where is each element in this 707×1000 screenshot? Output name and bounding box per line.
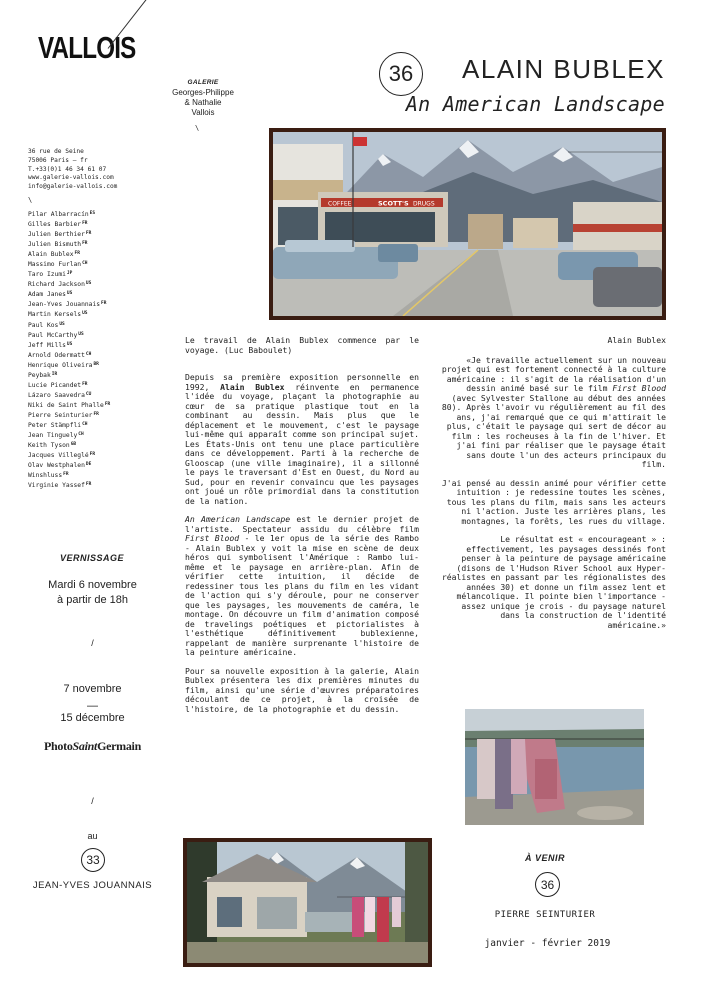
artist-country-code: FR <box>74 251 80 257</box>
artist-list-name: Arnold Odermatt <box>28 351 85 359</box>
artist-country-code: CH <box>82 261 88 267</box>
artist-country-code: FR <box>93 411 99 417</box>
artist-country-code: FR <box>63 472 69 478</box>
artist-list-name: Martin Kersels <box>28 311 82 319</box>
artist-country-code: GB <box>70 442 77 448</box>
date-dash: — <box>87 700 98 712</box>
drugs-sign: DRUGS <box>413 200 435 208</box>
exhibition-number-36: 36 <box>379 52 423 96</box>
quote-text-a: «Je travaille actuellement sur un nouveau projet qui est fortement connecté à la culture américaine : il s'agit de la réalisation d'un dessin animé basé sur le film <box>441 354 666 393</box>
artist-name: ALAIN BUBLEX <box>462 54 665 84</box>
artist-country-code: FR <box>82 241 88 247</box>
artist-list-item <box>28 460 110 470</box>
artist-list-item <box>28 299 110 309</box>
artist-list-name: Massimo Furlan <box>28 261 82 269</box>
photo-saint-germain-logo <box>20 739 165 754</box>
artist-list-item <box>28 480 110 490</box>
project-title-italic: An American Landscape <box>185 514 291 524</box>
artist-list-item <box>28 279 110 289</box>
artist-list-item <box>28 320 110 330</box>
quote-paragraph-1 <box>437 356 666 470</box>
street-landscape-illustration <box>273 132 662 316</box>
artist-list-item <box>28 330 110 340</box>
artist-country-code: US <box>78 331 84 337</box>
date-start: 7 novembre <box>63 683 122 695</box>
artist-country-code: FR <box>82 221 88 227</box>
artist-list-name: Julien Berthier <box>28 231 85 239</box>
exhibition-title: An American Landscape <box>405 92 665 116</box>
artist-list-item <box>28 450 110 460</box>
artist-list-item <box>28 309 110 319</box>
artist-list-item <box>28 259 110 269</box>
upcoming-number: 36 <box>535 872 560 897</box>
artist-list-name: Gilles Barbier <box>28 221 82 229</box>
gallery-label: GALERIE <box>187 79 219 86</box>
quote-film-italic: First Blood <box>612 383 666 393</box>
artist-list-name: Paul Kos <box>28 321 59 329</box>
artist-list-name: Richard Jackson <box>28 281 85 289</box>
date-end: 15 décembre <box>60 712 125 724</box>
artist-list-name: Adam Janes <box>28 291 66 299</box>
address-phone: T.+33(0)1 46 34 61 07 <box>28 165 107 173</box>
artist-list-name: Pierre Seinturier <box>28 411 93 419</box>
artist-list-name: Niki de Saint Phalle <box>28 401 104 409</box>
artist-country-code: ES <box>89 211 96 216</box>
gallery-block <box>148 78 258 118</box>
address-email[interactable]: info@galerie-vallois.com <box>28 183 118 191</box>
artist-list-name: Jean Tinguely <box>28 432 78 440</box>
gallery-slash: \ <box>195 124 200 132</box>
quote-text-b: (avec Sylvester Stallone au début des années 80). Après l'avoir vu régulièrement au fil des ans, j'ai remarqué que ce qui m'attirait le plus, c'était le paysage qui sert de décor au film : les rocheuses à la fin de l'hiver. Et j'ai fini par réaliser que le paysage était sans doute l'un des acteurs principaux du film. <box>441 392 666 469</box>
slash-divider: / <box>91 638 94 648</box>
artist-country-code: FR <box>85 231 92 237</box>
slash-divider: / <box>91 796 94 806</box>
artist-list-item <box>28 249 110 259</box>
artist-list-name: Lázaro Saavedra <box>28 391 85 399</box>
intro-paragraph: Le travail de Alain Bublex commence par le voyage. (Luc Baboulet) <box>185 335 419 355</box>
artist-list-item <box>28 209 110 219</box>
artist-country-code: CH <box>85 351 92 357</box>
upcoming-dates: janvier - février 2019 <box>484 938 611 949</box>
project-paragraph <box>185 515 419 658</box>
psg-photo: Photo <box>44 739 73 753</box>
artist-country-code: CH <box>78 432 84 438</box>
artists-list <box>28 209 110 490</box>
artist-list-item <box>28 229 110 239</box>
artist-country-code: US <box>66 341 73 347</box>
artist-country-code: DE <box>85 462 92 468</box>
address-slash: \ <box>28 196 33 204</box>
artist-list-item <box>28 430 110 440</box>
text-column-right <box>437 336 666 630</box>
artist-country-code: US <box>85 281 92 287</box>
artist-country-code: US <box>59 321 65 327</box>
artist-list-item <box>28 470 110 480</box>
artist-list-name: Taro Izumi <box>28 271 66 279</box>
quote-paragraph-3: Le résultat est « encourageant » : effectivement, les paysages dessinés font penser à la peinture de paysage américaine (disons de l'Hudson River School aux Hyper-réalistes en passant par les régionalistes des années 30) et donne un film assez lent et mélancolique. Il pointe bien l'importance - assez unique je crois - du paysage naturel dans la construction de l'identité américaine.» <box>441 534 666 630</box>
artist-list-item <box>28 440 110 450</box>
artist-country-code: CU <box>85 391 92 397</box>
psg-germain: Germain <box>97 739 141 753</box>
artist-list-item <box>28 340 110 350</box>
artist-list-item <box>28 390 110 400</box>
artist-list-item <box>28 289 110 299</box>
address-website[interactable]: www.galerie-vallois.com <box>28 174 114 182</box>
psg-saint: Saint <box>72 739 98 753</box>
artist-country-code: FR <box>104 401 111 407</box>
film-title-italic: First Blood <box>185 533 240 543</box>
house-mountain-illustration <box>187 842 428 963</box>
artist-list-name: Jeff Mills <box>28 341 66 349</box>
house-artwork-image <box>183 838 432 967</box>
artist-list-name: Julien Bismuth <box>28 241 82 249</box>
artist-country-code: US <box>82 311 88 317</box>
quote-paragraph-2: J'ai pensé au dessin animé pour vérifier cette intuition : je redessine toutes les scènes, tous les plans du film, mais sans les acteurs ni l'action. Juste les arrières plans, les montagnes, la forêts, les rues du village. <box>441 477 666 526</box>
artist-list-item <box>28 380 110 390</box>
artist-country-code: US <box>66 291 73 297</box>
a-venir-label: À VENIR <box>524 853 565 863</box>
vernissage-date <box>20 578 165 608</box>
artist-list-name: Pilar Albarracín <box>28 211 89 218</box>
address-street: 36 rue de Seine <box>28 148 84 155</box>
bio-text-end: réinvente en permanence l'idée du voyage, plaçant la photographie au cœur de sa pratique plastique tout en la combinant au dessin. Mais plus que le déplacement et le mouvement, c'est le paysage lui-même qui apparaît comme son principal sujet. Les États-Unis ont tenu une place particulière dans ce développement. Parti à la recherche de Glooscap (une ville imaginaire), il a sillonné le pays le traversant d'Est en Ouest, du Nord au Sud, pour en revenir convaincu que les paysages ont joué un rôle primordial dans la constitution de la nation. <box>185 381 419 506</box>
artist-list-name: Virginie Yassef <box>28 482 85 490</box>
main-artwork-image <box>269 128 666 320</box>
coffee-sign: COFFEE <box>328 200 352 208</box>
bio-text-start: Depuis sa première exposition personnelle en 1992, <box>185 372 419 392</box>
gallery-name-line: Vallois <box>191 108 215 117</box>
artist-list-item <box>28 360 110 370</box>
upcoming-artist: PIERRE SEINTURIER <box>494 910 596 920</box>
artist-list-name: Jean-Yves Jouannais <box>28 301 101 309</box>
exhibition-number-33: 33 <box>81 848 105 872</box>
vernissage-time: à partir de 18h <box>57 594 128 606</box>
artist-list-item <box>28 370 110 380</box>
artist-name-bold: Alain Bublex <box>220 381 285 392</box>
artist-country-code: FR <box>85 482 92 488</box>
artist-list-name: Lucie Picandet <box>28 381 82 389</box>
bio-paragraph <box>185 373 419 506</box>
exhibition-paragraph: Pour sa nouvelle exposition à la galerie, Alain Bublex présentera les dix premières minutes du film, ainsi qu'une série d'œuvres préparatoires découlant de ce projet, à la croisée de l'histoire, de la photographie et du dessin. <box>185 665 419 714</box>
project-text-a: est le dernier projet de l'artiste. Spectateur assidu du célèbre film <box>185 514 419 534</box>
artist-list-item <box>28 219 110 229</box>
text-column-left <box>185 336 419 714</box>
artist-country-code: CH <box>82 421 88 427</box>
artist-list-name: Jacques Villeglé <box>28 452 89 460</box>
artist-list-item <box>28 400 110 410</box>
laundry-artwork-image <box>465 709 644 825</box>
artist-country-code: BR <box>93 361 99 367</box>
artist-list-item <box>28 269 110 279</box>
gallery-logo: VALLOIS <box>38 30 136 65</box>
artist-list-item <box>28 420 110 430</box>
artist-list-name: Henrique Oliveira <box>28 361 93 369</box>
artist-list-name: Peter Stämpfli <box>28 421 82 429</box>
quote-attribution: Alain Bublex <box>607 335 666 345</box>
artist-list-item <box>28 350 110 360</box>
artist-list-item <box>28 239 110 249</box>
artist-list-name: Winshluss <box>28 472 63 480</box>
address-city: 75006 Paris — fr <box>28 156 88 164</box>
artist-country-code: JP <box>66 271 73 277</box>
vernissage-day: Mardi 6 novembre <box>48 579 137 591</box>
vernissage-label: VERNISSAGE <box>60 553 125 563</box>
laundry-lake-illustration <box>465 709 644 825</box>
au-label: au <box>87 831 98 841</box>
gallery-address <box>28 148 117 192</box>
artist-list-item <box>28 410 110 420</box>
project-text-b: - le 1er opus de la série des Rambo - Alain Bublex y voit la mise en scène de deux héros qui symbolisent l'Amérique : Rambo lui-même et le paysage en arrière-plan. Afin de vérifier cette intuition, il décide de redessiner tous les plans du film en les vidant de l'action qui s'y déroule, pour ne conserver que les paysages, les mouvements de caméra, le montage. On découvre un film d'animation composé de travelings poétiques et pictorialistes à l'esthétique définitivement bublexienne, rappelant de manière surprenante l'histoire de la peinture américaine. <box>185 533 419 657</box>
gallery-name-line: & Nathalie <box>184 98 222 107</box>
artist-list-name: Peybak <box>28 371 51 379</box>
artist-list-name: Keith Tyson <box>28 442 70 450</box>
artist-country-code: FR <box>101 301 107 307</box>
artist-country-code: IR <box>51 371 58 377</box>
previous-artist-name: JEAN-YVES JOUANNAIS <box>32 880 153 891</box>
artist-list-name: Paul McCarthy <box>28 331 78 339</box>
artist-country-code: FR <box>82 381 88 387</box>
artist-list-name: Olav Westphalen <box>28 462 85 470</box>
gallery-name-line: Georges-Philippe <box>172 88 234 97</box>
artist-list-name: Alain Bublex <box>28 251 74 259</box>
scotts-sign: SCOTT'S <box>378 199 409 208</box>
artist-country-code: FR <box>89 452 96 458</box>
